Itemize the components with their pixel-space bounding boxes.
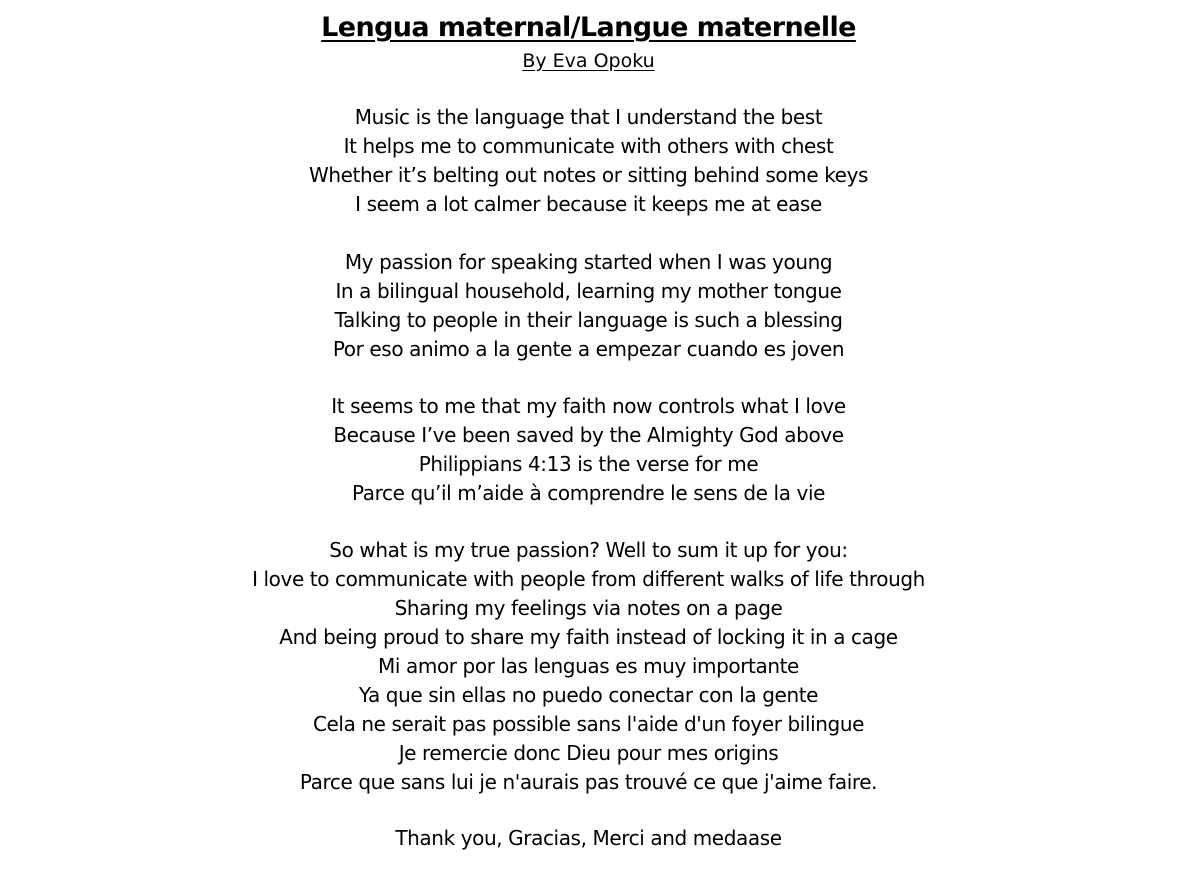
poem-line: In a bilingual household, learning my mother tongue — [335, 279, 842, 303]
poem-line: I seem a lot calmer because it keeps me at ease — [355, 192, 822, 216]
poem-line: It helps me to communicate with others with chest — [343, 134, 834, 158]
stanza-4 — [0, 536, 1177, 797]
stanza-1 — [0, 103, 1177, 219]
poem-author: By Eva Opoku — [522, 50, 655, 72]
poem-line: Cela ne serait pas possible sans l'aide d'un foyer bilingue — [312, 712, 865, 736]
poem-line: Because I’ve been saved by the Almighty God above — [333, 423, 844, 447]
poem-line: Philippians 4:13 is the verse for me — [418, 452, 759, 476]
poem-line: Whether it’s belting out notes or sitting behind some keys — [308, 163, 869, 187]
poem-line: Parce que sans lui je n'aurais pas trouvé ce que j'aime faire. — [299, 770, 878, 794]
poem-line: It seems to me that my faith now controls what I love — [331, 394, 846, 418]
poem-line: Sharing my feelings via notes on a page — [394, 596, 783, 620]
poem-line: Je remercie donc Dieu pour mes origins — [398, 741, 779, 765]
poem-line: Ya que sin ellas no puedo conectar con la gente — [358, 683, 819, 707]
stanza-3 — [0, 392, 1177, 508]
stanza-2 — [0, 248, 1177, 364]
poem-line: Mi amor por las lenguas es muy importante — [378, 654, 799, 678]
poem-line: Talking to people in their language is such a blessing — [334, 308, 843, 332]
poem-line: I love to communicate with people from different walks of life through — [252, 567, 925, 591]
poem-closing-line: Thank you, Gracias, Merci and medaase — [395, 826, 782, 850]
poem-title: Lengua maternal/Langue maternelle — [321, 12, 856, 43]
poem-line: So what is my true passion? Well to sum it up for you: — [329, 538, 848, 562]
poem-line: Music is the language that I understand the best — [354, 105, 823, 129]
poem-line: Parce qu’il m’aide à comprendre le sens de la vie — [351, 481, 826, 505]
poem-line: And being proud to share my faith instead of locking it in a cage — [279, 625, 898, 649]
poem-line: My passion for speaking started when I was young — [344, 250, 833, 274]
poem-line: Por eso animo a la gente a empezar cuando es joven — [332, 337, 845, 361]
